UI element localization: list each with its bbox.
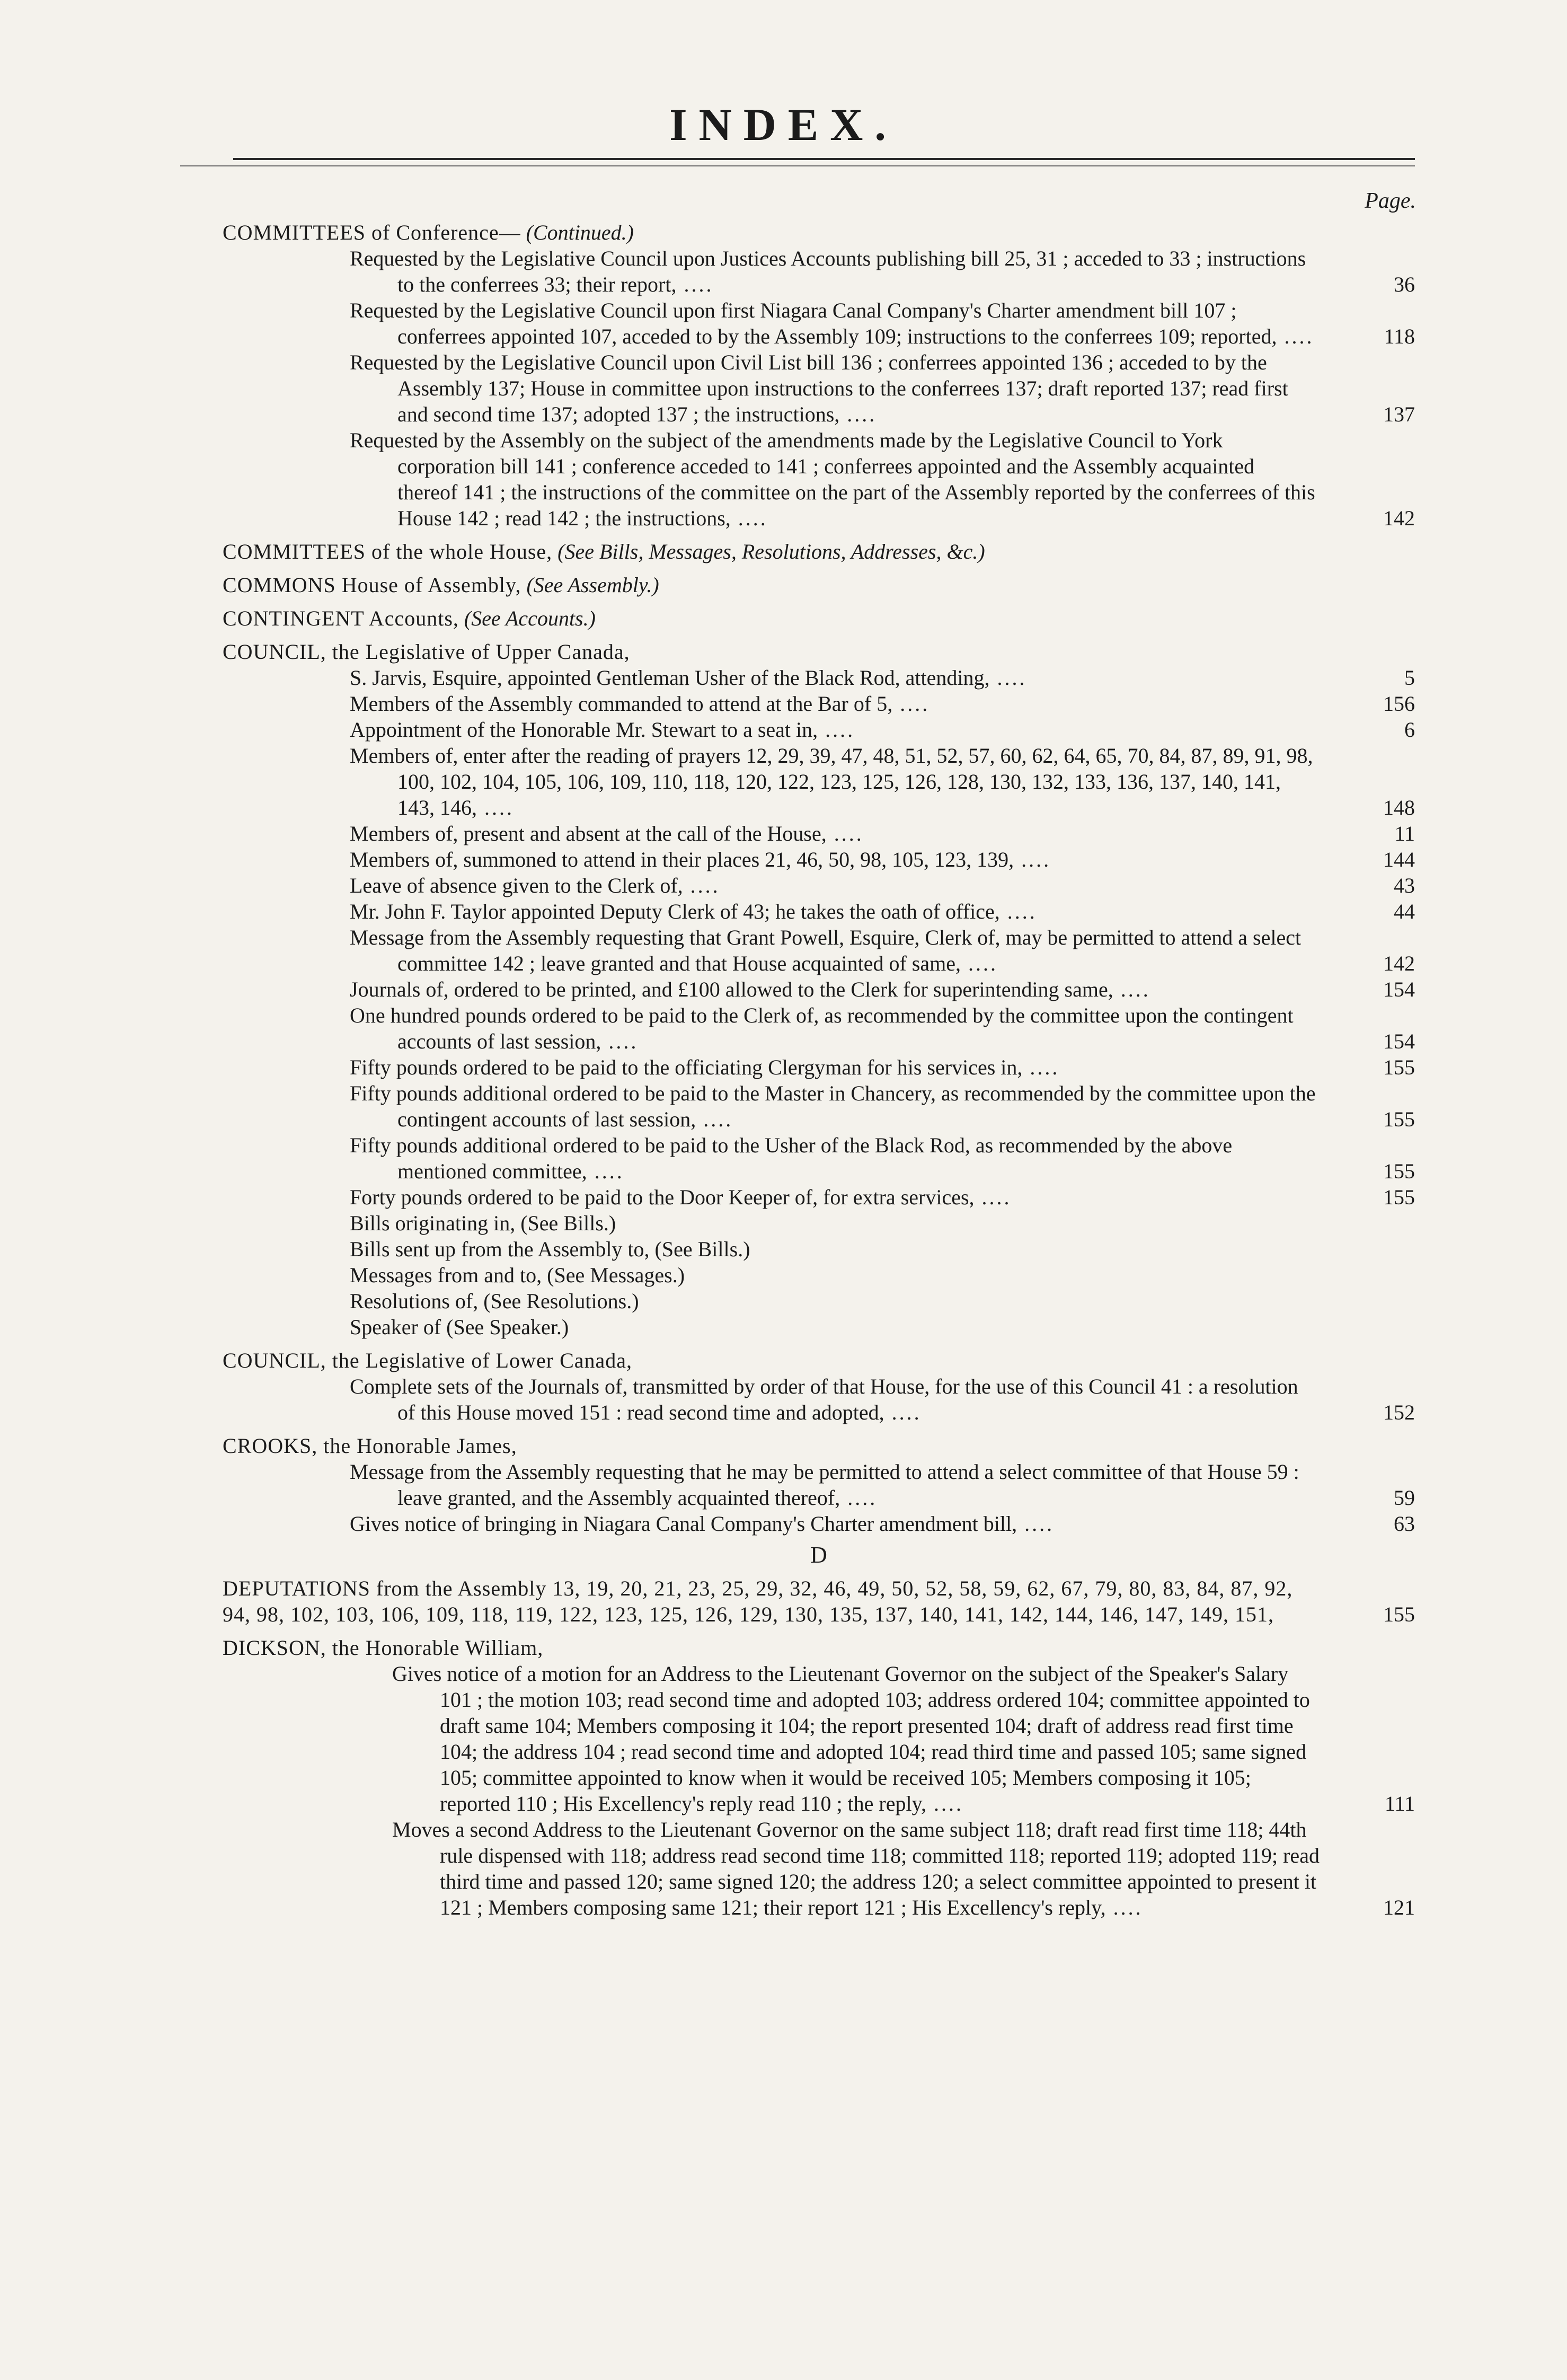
index-entry: [350, 1314, 1415, 1340]
index-entry: Fifty pounds additional ordered to be paid to the Master in Chancery, as recommended by the committee upon the contingent accounts of last session, .... 155: [350, 1081, 1415, 1131]
entry-text: Leave of absence given to the Clerk of,: [350, 874, 683, 897]
section-heading: [223, 572, 1415, 598]
index-entry: Message from the Assembly requesting that he may be permitted to attend a select committee of that House 59 : leave granted, and the Assembly acquainted thereof, .... 59: [350, 1460, 1415, 1510]
leader-dots: ....: [826, 822, 864, 845]
entry-text: Fifty pounds ordered to be paid to the officiating Clergyman for his services in,: [350, 1055, 1023, 1079]
leader-dots: ....: [1277, 324, 1314, 348]
index-section: [223, 605, 1415, 631]
entry-text: Members of, present and absent at the call of the House,: [350, 822, 827, 845]
leader-dots: ....: [1105, 1896, 1143, 1919]
index-entry: Requested by the Legislative Council upon Justices Accounts publishing bill 25, 31 ; acceded to 33 ; instructions to the conferrees 33; their report, .... 36: [350, 246, 1415, 296]
index-entry: Fifty pounds additional ordered to be paid to the Usher of the Black Rod, as recommended by the above mentioned committee, .... 155: [350, 1133, 1415, 1183]
section-heading: [223, 539, 1415, 565]
section-heading: [223, 1575, 1415, 1627]
leader-dots: ....: [989, 666, 1027, 690]
index-section: [223, 1575, 1415, 1627]
entry-text: Bills originating in, (See Bills.): [350, 1211, 616, 1235]
leader-dots: ....: [730, 506, 768, 530]
entry-text: Speaker of (See Speaker.): [350, 1315, 569, 1339]
index-entry: Journals of, ordered to be printed, and £100 allowed to the Clerk for superintending same, .... 154: [350, 977, 1415, 1001]
index-entry: Requested by the Assembly on the subject of the amendments made by the Legislative Council to York corporation bill 141 ; conference acceded to 141 ; conferrees appointed and the Assembly acquainted thereof 141 ; the instructions of the committee on the part of the Assembly reported by the conferrees of this House 142 ; read 142 ; the instructions, .... 142: [350, 428, 1415, 530]
index-entry: Mr. John F. Taylor appointed Deputy Clerk of 43; he takes the oath of office, .... 44: [350, 900, 1415, 923]
heading-text: COMMONS House of Assembly,: [223, 573, 521, 597]
entry-text: Gives notice of bringing in Niagara Canal Company's Charter amendment bill,: [350, 1512, 1017, 1536]
leader-dots: ....: [587, 1159, 624, 1183]
heading-text: COUNCIL, the Legislative of Upper Canada,: [223, 640, 630, 664]
index-entry: Members of, present and absent at the call of the House, .... 11: [350, 822, 1415, 845]
section-heading: [223, 639, 1415, 665]
heading-text: COUNCIL, the Legislative of Lower Canada,: [223, 1348, 633, 1372]
entry-text: Members of the Assembly commanded to attend at the Bar of 5,: [350, 692, 893, 716]
index-entry: Members of, summoned to attend in their places 21, 46, 50, 98, 105, 123, 139, .... 144: [350, 848, 1415, 871]
leader-dots: ....: [892, 692, 930, 716]
leader-dots: ....: [999, 900, 1037, 923]
index-entry: Members of the Assembly commanded to attend at the Bar of 5, .... 156: [350, 692, 1415, 716]
leader-dots: ....: [1022, 1055, 1060, 1079]
leader-dots: ....: [683, 874, 720, 897]
entry-text: Members of, summoned to attend in their places 21, 46, 50, 98, 105, 123, 139,: [350, 848, 1014, 871]
entry-text: Requested by the Legislative Council upon Civil List bill 136 ; conferrees appointed 136 ; acceded to by the Assembly 137; House in committee upon instructions to the conferrees 137; draft reported 137; read first and second time 137; adopted 137 ; the instructions,: [350, 350, 1288, 426]
index-entry: Requested by the Legislative Council upon first Niagara Canal Company's Charter amendment bill 107 ; conferrees appointed 107, acceded to by the Assembly 109; instructions to the conferrees 109; reported, .... 118: [350, 298, 1415, 348]
leader-dots: ....: [974, 1185, 1012, 1209]
entry-text: Fifty pounds additional ordered to be paid to the Master in Chancery, as recommended by the committee upon the contingent accounts of last session,: [350, 1081, 1316, 1131]
index-entry: One hundred pounds ordered to be paid to the Clerk of, as recommended by the committee upon the contingent accounts of last session, .... 154: [350, 1003, 1415, 1053]
entry-text: Journals of, ordered to be printed, and £100 allowed to the Clerk for superintending same,: [350, 977, 1113, 1001]
heading-note: (Continued.): [526, 221, 634, 244]
title-rule-thin: [180, 165, 1415, 166]
index-section: [223, 1433, 1415, 1537]
entry-text: Bills sent up from the Assembly to, (See Bills.): [350, 1237, 750, 1261]
index-entry: Gives notice of bringing in Niagara Canal Company's Charter amendment bill, .... 63: [350, 1512, 1415, 1536]
index-section: [223, 1635, 1415, 1920]
entry-text: Messages from and to, (See Messages.): [350, 1263, 685, 1287]
index-entry: Members of, enter after the reading of prayers 12, 29, 39, 47, 48, 51, 52, 57, 60, 62, 64, 65, 70, 84, 87, 89, 91, 98, 100, 102, 104, 105, 106, 109, 110, 118, 120, 122, 123, 125, 126, 128, 130, 132, 133, 136, 137, 140, 141, 143, 146, .... 148: [350, 744, 1415, 819]
heading-text: COMMITTEES of the whole House,: [223, 540, 553, 563]
heading-note: (See Assembly.): [526, 573, 659, 597]
leader-dots: ....: [839, 402, 877, 426]
section-heading: [223, 1433, 1415, 1459]
entry-text: Message from the Assembly requesting that he may be permitted to attend a select committee of that House 59 : leave granted, and the Assembly acquainted thereof,: [350, 1460, 1299, 1510]
title-rule: [233, 158, 1415, 160]
entry-text: Message from the Assembly requesting that Grant Powell, Esquire, Clerk of, may be permitted to attend a select committee 142 ; leave granted and that House acquainted of same,: [350, 925, 1302, 975]
index-entry: [350, 1210, 1415, 1236]
index-entry: Complete sets of the Journals of, transmitted by order of that House, for the use of this Council 41 : a resolution of this House moved 151 : read second time and adopted, .... 152: [350, 1374, 1415, 1424]
index-entry: Leave of absence given to the Clerk of, .... 43: [350, 874, 1415, 897]
entry-text: Requested by the Assembly on the subject of the amendments made by the Legislative Council to York corporation bill 141 ; conference acceded to 141 ; conferrees appointed and the Assembly acquainted thereof 141 ; the instructions of the committee on the part of the Assembly reported by the conferrees of this House 142 ; read 142 ; the instructions,: [350, 428, 1315, 530]
index-entry: Requested by the Legislative Council upon Civil List bill 136 ; conferrees appointed 136 ; acceded to by the Assembly 137; House in committee upon instructions to the conferrees 137; draft reported 137; read first and second time 137; adopted 137 ; the instructions, .... 137: [350, 350, 1415, 426]
leader-dots: ....: [601, 1029, 639, 1053]
index-entry: S. Jarvis, Esquire, appointed Gentleman Usher of the Black Rod, attending, .... 5: [350, 666, 1415, 690]
entry-text: One hundred pounds ordered to be paid to the Clerk of, as recommended by the committee upon the contingent accounts of last session,: [350, 1003, 1294, 1053]
index-entry: Fifty pounds ordered to be paid to the officiating Clergyman for his services in, .... 155: [350, 1055, 1415, 1079]
entry-text: Requested by the Legislative Council upon first Niagara Canal Company's Charter amendment bill 107 ; conferrees appointed 107, acceded to by the Assembly 109; instructions to the conferrees 109; reported,: [350, 298, 1277, 348]
entry-text: Gives notice of a motion for an Address to the Lieutenant Governor on the subject of the Speaker's Salary 101 ; the motion 103; read second time and adopted 103; address ordered 104; committee appointed to draft same 104; Members composing it 104; the report presented 104; draft of address read first time 104; the address 104 ; read second time and adopted 104; read third time and passed 105; same signed 105; committee appointed to know when it would be received 105; Members composing it 105; reported 110 ; His Excellency's reply read 110 ; the reply,: [392, 1662, 1310, 1815]
heading-text: DICKSON, the Honorable William,: [223, 1636, 544, 1660]
entry-text: Complete sets of the Journals of, transmitted by order of that House, for the use of this Council 41 : a resolution of this House moved 151 : read second time and adopted,: [350, 1374, 1298, 1424]
entry-text: Mr. John F. Taylor appointed Deputy Clerk of 43; he takes the oath of office,: [350, 900, 1000, 923]
entry-text: Fifty pounds additional ordered to be paid to the Usher of the Black Rod, as recommended by the above mentioned committee,: [350, 1133, 1233, 1183]
leader-dots: ....: [818, 718, 855, 742]
index-entry: Message from the Assembly requesting that Grant Powell, Esquire, Clerk of, may be permitted to attend a select committee 142 ; leave granted and that House acquainted of same, .... 142: [350, 925, 1415, 975]
heading-text: DEPUTATIONS from the Assembly 13, 19, 20, 21, 23, 25, 29, 32, 46, 49, 50, 52, 58, 59, 62, 67, 79, 80, 83, 84, 87, 92, 94, 98, 102, 103, 106, 109, 118, 119, 122, 123, 125, 126, 129, 130, 135, 137, 140, 141, 142, 144, 146, 147, 149, 151,: [223, 1576, 1293, 1626]
index-section: [223, 1347, 1415, 1425]
index-entry: Moves a second Address to the Lieutenant Governor on the same subject 118; draft read first time 118; 44th rule dispensed with 118; address read second time 118; committed 118; reported 119; adopted 119; read third time and passed 120; same signed 120; the address 120; a select committee appointed to present it 121 ; Members composing same 121; their report 121 ; His Excellency's reply, .... 121: [392, 1818, 1415, 1919]
entry-text: Members of, enter after the reading of prayers 12, 29, 39, 47, 48, 51, 52, 57, 60, 62, 64, 65, 70, 84, 87, 89, 91, 98, 100, 102, 104, 105, 106, 109, 110, 118, 120, 122, 123, 125, 126, 128, 130, 132, 133, 136, 137, 140, 141, 143, 146,: [350, 744, 1313, 819]
index-entry: [350, 1262, 1415, 1288]
page-column-label: Page.: [1365, 189, 1416, 213]
leader-dots: ....: [926, 1792, 964, 1815]
entry-text: S. Jarvis, Esquire, appointed Gentleman Usher of the Black Rod, attending,: [350, 666, 990, 690]
leader-dots: ....: [884, 1400, 922, 1424]
section-letter-d: D: [810, 1542, 827, 1568]
leader-dots: ....: [1017, 1512, 1055, 1536]
heading-note: (See Accounts.): [464, 606, 596, 630]
index-section: [223, 639, 1415, 1340]
leader-dots: ....: [676, 272, 714, 296]
leader-dots: ....: [477, 796, 514, 819]
section-heading: [223, 1347, 1415, 1373]
index-entry: Forty pounds ordered to be paid to the Door Keeper of, for extra services, .... 155: [350, 1185, 1415, 1209]
section-heading: [223, 219, 1415, 245]
leader-dots: ....: [960, 951, 998, 975]
entry-text: Resolutions of, (See Resolutions.): [350, 1289, 639, 1313]
section-heading: [223, 605, 1415, 631]
entry-page-number: 155: [1383, 1602, 1415, 1626]
index-entry: [350, 1288, 1415, 1314]
index-entry: Gives notice of a motion for an Address to the Lieutenant Governor on the subject of the Speaker's Salary 101 ; the motion 103; read second time and adopted 103; address ordered 104; committee appointed to draft same 104; Members composing it 104; the report presented 104; draft of address read first time 104; the address 104 ; read second time and adopted 104; read third time and passed 105; same signed 105; committee appointed to know when it would be received 105; Members composing it 105; reported 110 ; His Excellency's reply read 110 ; the reply, .... 111: [392, 1662, 1415, 1815]
index-entry: [350, 1236, 1415, 1262]
heading-note: (See Bills, Messages, Resolutions, Addresses, &c.): [557, 540, 985, 563]
page-title: INDEX.: [669, 99, 898, 150]
heading-text: COMMITTEES of Conference—: [223, 221, 521, 244]
index-content: [223, 212, 1415, 1920]
entry-text: Requested by the Legislative Council upon Justices Accounts publishing bill 25, 31 ; acceded to 33 ; instructions to the conferrees 33; their report,: [350, 246, 1306, 296]
index-section: [223, 572, 1415, 598]
index-section: [223, 539, 1415, 565]
heading-text: CONTINGENT Accounts,: [223, 606, 459, 630]
section-heading: [223, 1635, 1415, 1661]
leader-dots: ....: [840, 1486, 878, 1510]
leader-dots: ....: [1014, 848, 1051, 871]
index-entry: Appointment of the Honorable Mr. Stewart to a seat in, .... 6: [350, 718, 1415, 742]
index-section: [223, 219, 1415, 531]
entry-text: Appointment of the Honorable Mr. Stewart to a seat in,: [350, 718, 818, 742]
leader-dots: ....: [1113, 977, 1150, 1001]
heading-text: CROOKS, the Honorable James,: [223, 1434, 517, 1458]
entry-text: Forty pounds ordered to be paid to the Door Keeper of, for extra services,: [350, 1185, 975, 1209]
entry-text: Moves a second Address to the Lieutenant Governor on the same subject 118; draft read first time 118; 44th rule dispensed with 118; address read second time 118; committed 118; reported 119; adopted 119; read third time and passed 120; same signed 120; the address 120; a select committee appointed to present it 121 ; Members composing same 121; their report 121 ; His Excellency's reply,: [392, 1818, 1320, 1919]
leader-dots: ....: [696, 1107, 733, 1131]
